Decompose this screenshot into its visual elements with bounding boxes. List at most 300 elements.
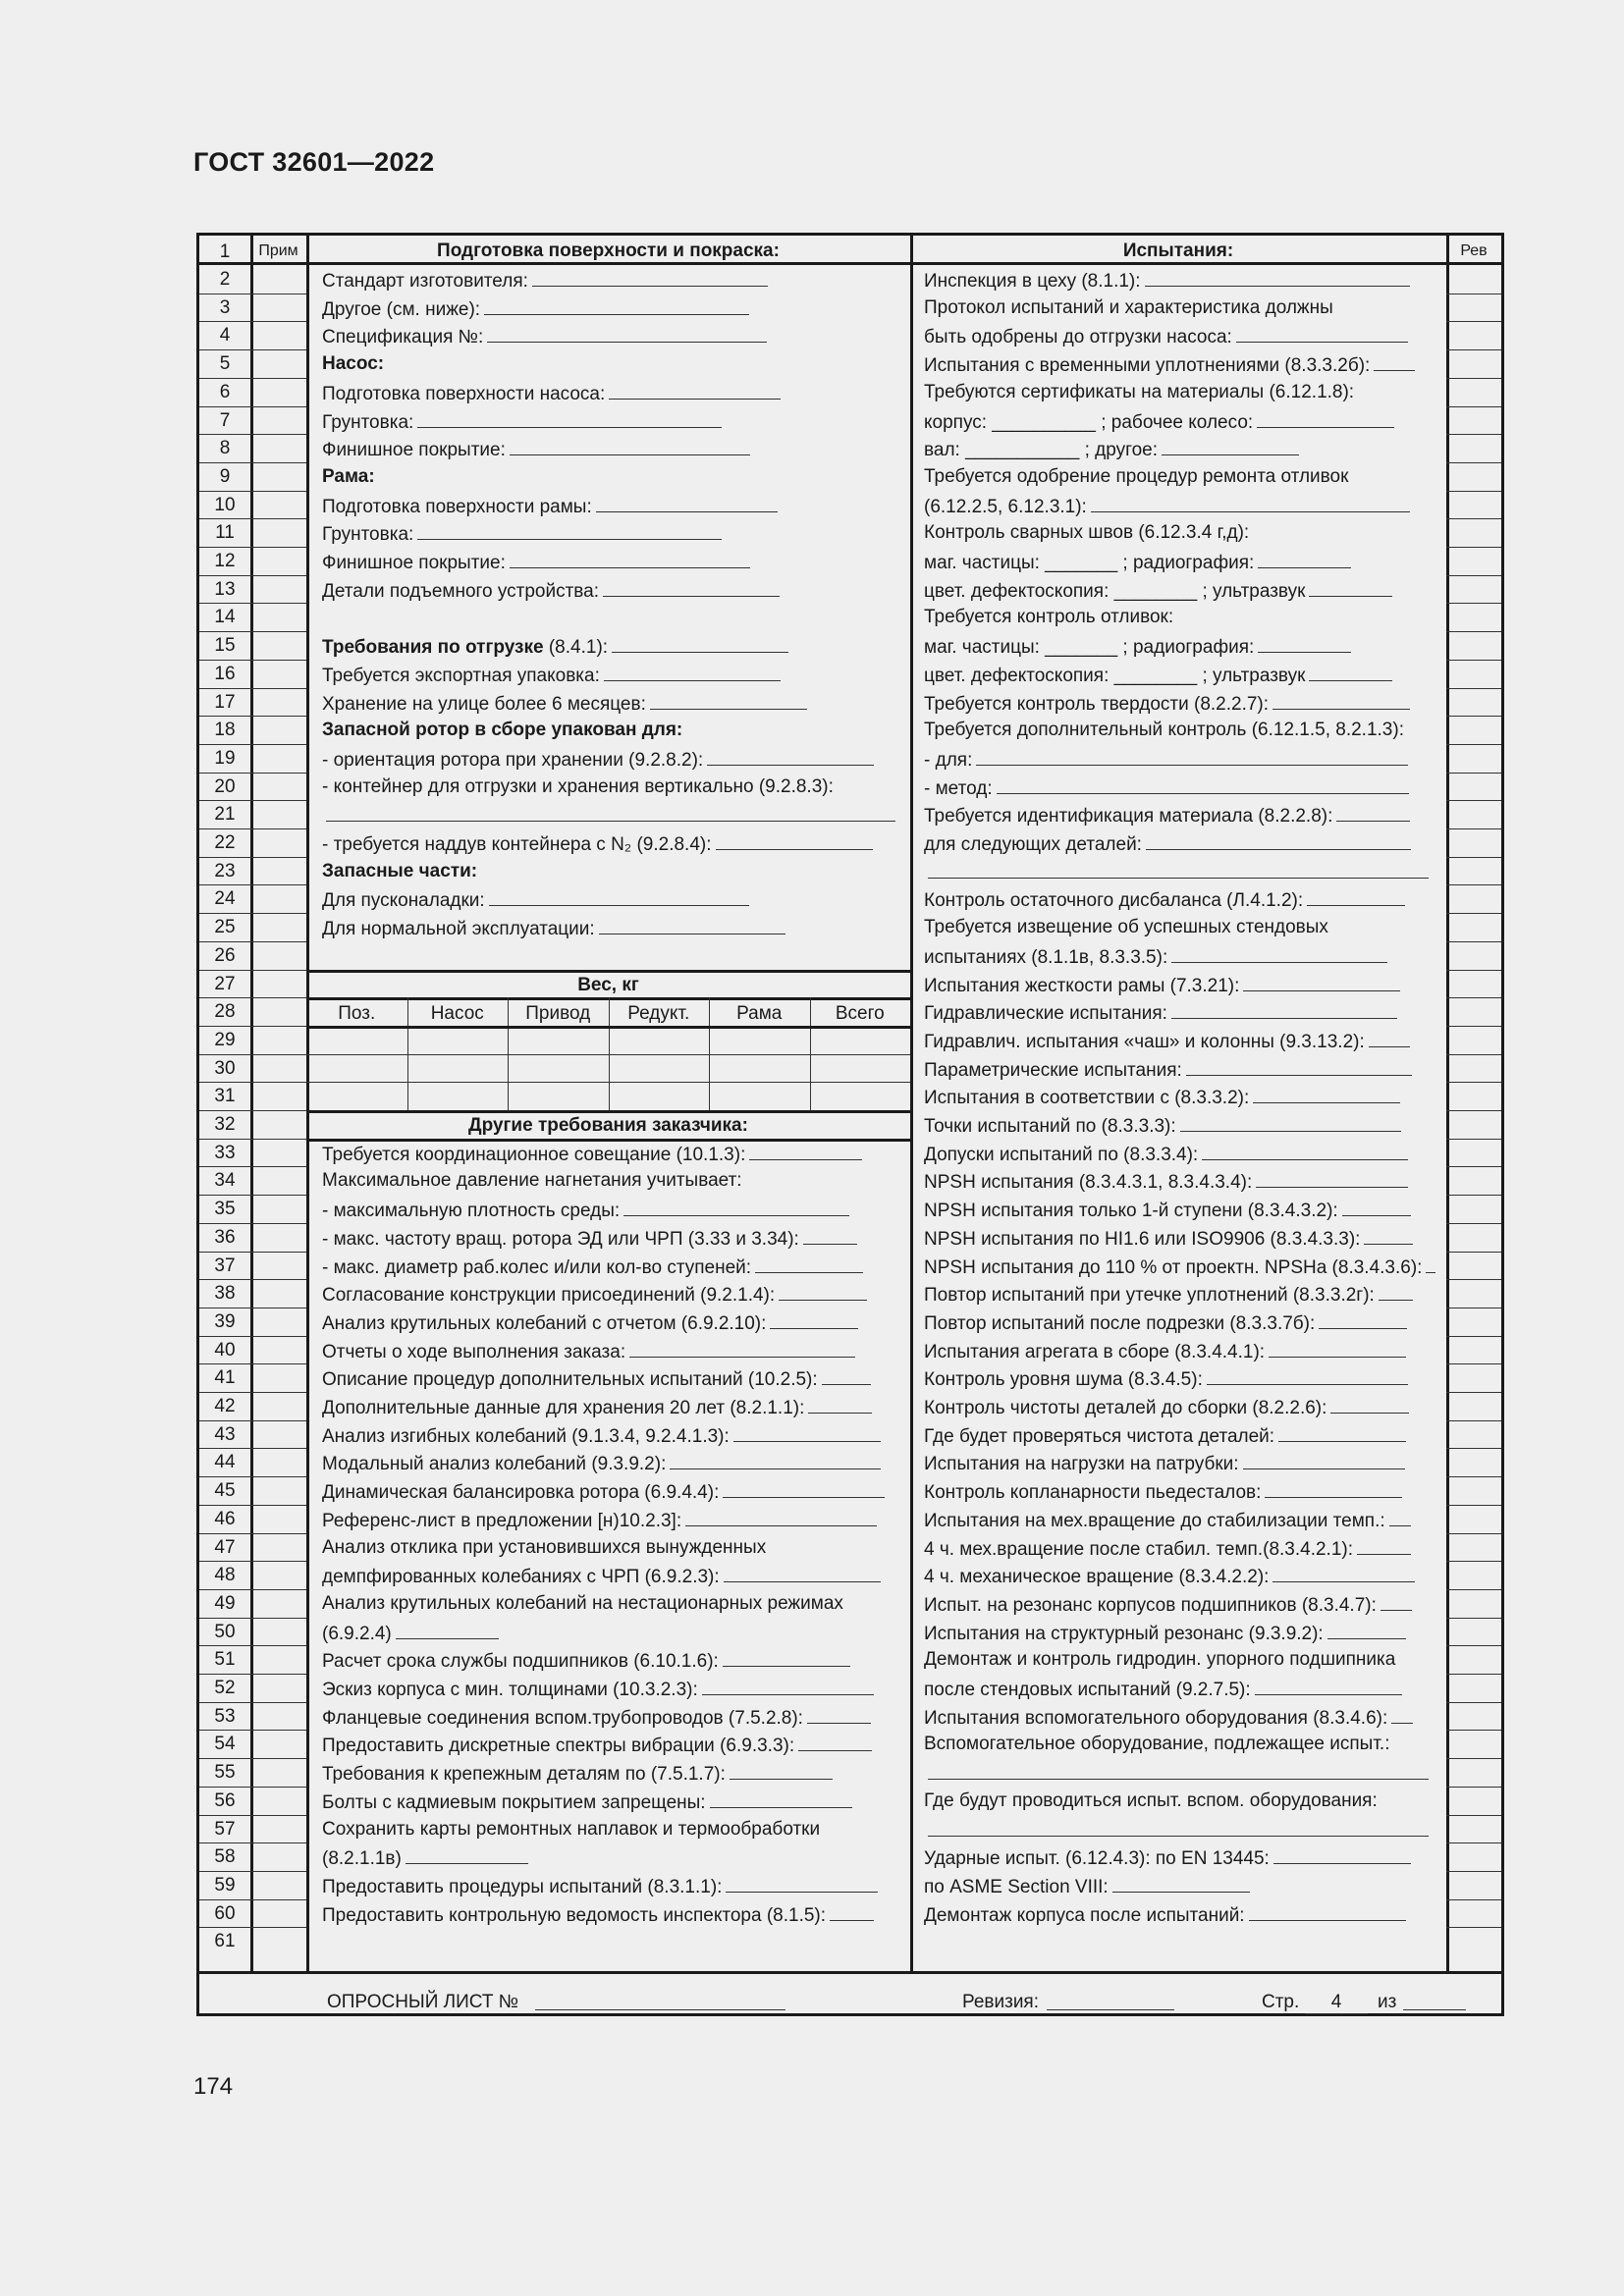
right-field-row[interactable]: Параметрические испытания: <box>924 1059 1412 1080</box>
weight-col-header: Насос <box>430 1003 484 1025</box>
right-field-row[interactable]: после стендовых испытаний (9.2.7.5): <box>924 1679 1402 1699</box>
right-field-row[interactable]: - для: <box>924 749 1408 770</box>
row-number: 61 <box>214 1931 236 1952</box>
right-field-row[interactable]: Гидравлические испытания: <box>924 1002 1397 1023</box>
left-field-row[interactable]: Рама: <box>322 465 375 487</box>
other-top <box>306 1110 910 1113</box>
left-field-row[interactable]: Требования к крепежным деталям по (7.5.1.7): <box>322 1763 833 1784</box>
left-field-row[interactable]: Финишное покрытие: <box>322 552 750 572</box>
blank-line[interactable] <box>1319 1312 1407 1329</box>
row-number: 41 <box>214 1367 236 1389</box>
blank-line[interactable] <box>1336 805 1410 822</box>
right-field-row[interactable]: Протокол испытаний и характеристика должны <box>924 296 1333 318</box>
left-field-row[interactable]: Анализ крутильных колебаний с отчетом (6.9.2.10): <box>322 1312 858 1333</box>
blank-line[interactable] <box>755 1256 863 1273</box>
blank-line[interactable] <box>1309 665 1392 681</box>
right-field-row[interactable]: Контроль сварных швов (6.12.3.4 г,д): <box>924 522 1250 544</box>
blank-line[interactable] <box>749 1144 862 1160</box>
row-line <box>199 800 306 801</box>
blank-line[interactable] <box>1145 270 1410 287</box>
blank-line[interactable] <box>596 496 778 512</box>
rev-row-line <box>1446 716 1501 717</box>
row-number: 42 <box>214 1396 236 1416</box>
blank-line[interactable] <box>1307 889 1405 906</box>
blank-line[interactable] <box>976 749 1408 766</box>
blank-line[interactable] <box>1374 354 1415 371</box>
blank-line[interactable] <box>1426 1256 1435 1273</box>
total-pages-field[interactable] <box>1403 2009 1466 2010</box>
left-field-row[interactable]: Динамическая балансировка ротора (6.9.4.4): <box>322 1481 885 1502</box>
right-field-row[interactable]: Вспомогательное оборудование, подлежащее испыт.: <box>924 1734 1390 1755</box>
row-line <box>199 1561 306 1562</box>
right-field-row[interactable]: маг. частицы: _______ ; радиография: <box>924 552 1351 572</box>
right-field-row[interactable]: NPSH испытания (8.3.4.3.1, 8.3.4.3.4): <box>924 1171 1408 1192</box>
rev-row-line <box>1446 1054 1501 1055</box>
row-line <box>199 1336 306 1337</box>
right-field-row[interactable] <box>924 1763 1429 1784</box>
blank-line[interactable] <box>1389 1510 1411 1526</box>
right-field-row[interactable]: Требуются сертификаты на материалы (6.12.1.8): <box>924 381 1355 402</box>
left-field-row[interactable]: Грунтовка: <box>322 411 722 432</box>
blank-line[interactable] <box>1236 326 1408 343</box>
blank-line[interactable] <box>1146 833 1411 850</box>
weight-title: Вес, кг <box>577 974 639 995</box>
right-field-row[interactable]: корпус: __________ ; рабочее колесо: <box>924 411 1394 432</box>
document-code: ГОСТ 32601—2022 <box>193 147 435 177</box>
page-number: 174 <box>193 2073 234 2100</box>
rev-row-line <box>1446 575 1501 576</box>
rev-row-line <box>1446 828 1501 829</box>
right-field-row[interactable]: Контроль остаточного дисбаланса (Л.4.1.2): <box>924 889 1405 910</box>
blank-line[interactable] <box>770 1312 858 1329</box>
right-field-row[interactable]: Гидравлич. испытания «чаш» и колонны (9.3.13.2): <box>924 1031 1410 1051</box>
row-number: 49 <box>214 1592 236 1614</box>
blank-line[interactable] <box>1342 1200 1411 1216</box>
left-field-row[interactable]: Предоставить контрольную ведомость инспектора (8.1.5): <box>322 1904 874 1925</box>
left-field-row[interactable]: Подготовка поверхности насоса: <box>322 383 781 403</box>
right-field-row[interactable]: по ASME Section VIII: <box>924 1876 1250 1896</box>
right-field-row[interactable]: Испытания с временными уплотнениями (8.3.3.2б): <box>924 354 1415 375</box>
blank-line[interactable] <box>1171 1002 1397 1019</box>
right-field-row[interactable]: Точки испытаний по (8.3.3.3): <box>924 1115 1401 1136</box>
blank-line[interactable] <box>1243 1453 1405 1469</box>
blank-line[interactable] <box>484 298 749 315</box>
right-field-row[interactable]: Контроль уровня шума (8.3.4.5): <box>924 1368 1408 1389</box>
blank-line[interactable] <box>808 1397 872 1414</box>
row-line <box>199 491 306 492</box>
rev-row-line <box>1446 800 1501 801</box>
blank-line[interactable] <box>1380 1594 1412 1611</box>
row-number: 24 <box>214 888 236 910</box>
row-line <box>199 857 306 858</box>
blank-line[interactable] <box>1202 1144 1408 1160</box>
blank-line[interactable] <box>803 1228 857 1245</box>
left-field-row[interactable]: Расчет срока службы подшипников (6.10.1.6): <box>322 1650 850 1671</box>
header-divider <box>199 262 1501 265</box>
left-field-row[interactable]: Спецификация №: <box>322 326 767 347</box>
right-field-row[interactable]: цвет. дефектоскопия: ________ ; ультразвук <box>924 580 1392 601</box>
right-field-row[interactable]: Испытания агрегата в сборе (8.3.4.4.1): <box>924 1341 1406 1362</box>
blank-line[interactable] <box>928 862 1429 879</box>
right-field-row[interactable]: Требуется дополнительный контроль (6.12.1.5, 8.2.1.3): <box>924 720 1404 741</box>
row-line <box>199 1420 306 1421</box>
rev-row-line <box>1446 1420 1501 1421</box>
blank-line[interactable] <box>609 383 781 400</box>
left-field-row[interactable]: Требуется экспортная упаковка: <box>322 665 781 685</box>
left-field-row[interactable]: Стандарт изготовителя: <box>322 270 768 291</box>
blank-line[interactable] <box>830 1904 874 1921</box>
row-line <box>199 716 306 717</box>
right-field-row[interactable]: Где будут проводиться испыт. вспом. оборудования: <box>924 1789 1378 1811</box>
right-field-row[interactable]: NPSH испытания по HI1.6 или ISO9906 (8.3.4.3.3): <box>924 1228 1413 1249</box>
left-field-row[interactable]: демпфированных колебаниях с ЧРП (6.9.2.3): <box>322 1566 881 1586</box>
blank-line[interactable] <box>730 1763 833 1780</box>
left-field-row[interactable]: Хранение на улице более 6 месяцев: <box>322 693 807 714</box>
rev-row-line <box>1446 1448 1501 1449</box>
right-field-row[interactable]: Испытания на нагрузки на патрубки: <box>924 1453 1405 1473</box>
right-field-row[interactable]: 4 ч. механическое вращение (8.3.4.2.2): <box>924 1566 1415 1586</box>
row-line <box>199 1702 306 1703</box>
left-field-row[interactable]: - макс. диаметр раб.колес и/или кол-во ступеней: <box>322 1256 863 1277</box>
right-field-row[interactable]: Ударные испыт. (6.12.4.3): по EN 13445: <box>924 1847 1411 1868</box>
blank-line[interactable] <box>997 777 1409 794</box>
left-field-row[interactable]: - ориентация ротора при хранении (9.2.8.2): <box>322 749 874 770</box>
right-field-row[interactable]: Требуется контроль твердости (8.2.2.7): <box>924 693 1410 714</box>
right-field-row[interactable]: NPSH испытания только 1-й ступени (8.3.4.3.2): <box>924 1200 1411 1220</box>
revision-label: Ревизия: <box>962 1992 1040 2012</box>
row-line <box>199 1730 306 1731</box>
blank-line[interactable] <box>1357 1538 1411 1555</box>
left-field-row[interactable]: Предоставить дискретные спектры вибрации (6.9.3.3): <box>322 1735 872 1755</box>
row-number: 54 <box>214 1734 236 1755</box>
blank-line[interactable] <box>532 270 768 287</box>
revision-field[interactable] <box>1047 2009 1174 2010</box>
blank-line[interactable] <box>604 665 781 681</box>
blank-line[interactable] <box>733 1425 881 1442</box>
blank-line[interactable] <box>1256 1171 1408 1188</box>
right-field-row[interactable]: - метод: <box>924 777 1409 798</box>
rev-row-line <box>1446 688 1501 689</box>
row-line <box>199 406 306 407</box>
blank-line[interactable] <box>1249 1904 1406 1921</box>
right-field-row[interactable]: Испытания на мех.вращение до стабилизации темп.: <box>924 1510 1411 1530</box>
row-number: 4 <box>219 325 231 347</box>
row-line <box>199 1758 306 1759</box>
left-field-row[interactable]: Максимальное давление нагнетания учитывает: <box>322 1170 742 1192</box>
sheet-number-label: ОПРОСНЫЙ ЛИСТ № <box>327 1992 519 2012</box>
blank-line[interactable] <box>1327 1623 1406 1639</box>
right-field-row[interactable]: 4 ч. мех.вращение после стабил. темп.(8.3.4.2.1): <box>924 1538 1411 1559</box>
blank-line[interactable] <box>710 1791 852 1808</box>
right-field-row[interactable]: Испытания вспомогательного оборудования (8.3.4.6): <box>924 1707 1413 1728</box>
rev-row-line <box>1446 1223 1501 1224</box>
blank-line[interactable] <box>807 1707 871 1724</box>
right-field-row[interactable]: Требуется идентификация материала (8.2.2.8): <box>924 805 1410 826</box>
blank-line[interactable] <box>928 1763 1429 1780</box>
blank-line[interactable] <box>822 1368 871 1385</box>
row-number: 5 <box>219 353 231 375</box>
row-line <box>199 434 306 435</box>
left-field-row[interactable]: Запасной ротор в сборе упакован для: <box>322 720 683 741</box>
blank-line[interactable] <box>724 1566 881 1582</box>
rev-row-line <box>1446 1139 1501 1140</box>
row-number: 35 <box>214 1199 236 1220</box>
blank-line[interactable] <box>1309 580 1392 597</box>
left-field-row[interactable] <box>322 805 895 826</box>
blank-line[interactable] <box>623 1200 849 1216</box>
row-line <box>199 575 306 576</box>
blank-line[interactable] <box>1255 1679 1402 1695</box>
left-field-row[interactable]: Для нормальной эксплуатации: <box>322 918 785 938</box>
row-number: 10 <box>214 494 236 515</box>
blank-line[interactable] <box>1253 1087 1400 1103</box>
left-field-row[interactable]: Грунтовка: <box>322 523 722 544</box>
blank-line[interactable] <box>707 749 874 766</box>
left-field-row[interactable]: Описание процедур дополнительных испытаний (10.2.5): <box>322 1368 871 1389</box>
right-field-row[interactable]: Контроль копланарности пьедесталов: <box>924 1481 1402 1502</box>
rev-row-line <box>1446 1787 1501 1788</box>
blank-line[interactable] <box>928 1820 1429 1837</box>
right-field-row[interactable]: Повтор испытаний при утечке уплотнений (8.3.3.2г): <box>924 1284 1413 1305</box>
rev-row-line <box>1446 1026 1501 1027</box>
blank-line[interactable] <box>1180 1115 1401 1132</box>
right-field-row[interactable] <box>924 1820 1429 1841</box>
row-line <box>199 1279 306 1280</box>
blank-line[interactable] <box>417 523 722 540</box>
left-field-row[interactable]: Отчеты о ходе выполнения заказа: <box>322 1341 855 1362</box>
left-field-row[interactable]: Дополнительные данные для хранения 20 лет (8.2.1.1): <box>322 1397 872 1417</box>
blank-line[interactable] <box>1269 1341 1406 1358</box>
right-field-row[interactable]: Демонтаж и контроль гидродин. упорного подшипника <box>924 1649 1396 1671</box>
row-line <box>199 631 306 632</box>
blank-line[interactable] <box>650 693 807 710</box>
left-field-row[interactable]: Анализ крутильных колебаний на нестационарных режимах <box>322 1592 843 1614</box>
rev-row-line <box>1446 1561 1501 1562</box>
right-field-row[interactable]: Допуски испытаний по (8.3.3.4): <box>924 1144 1408 1164</box>
left-field-row[interactable]: Болты с кадмиевым покрытием запрещены: <box>322 1791 852 1812</box>
right-field-row[interactable]: (6.12.2.5, 6.12.3.1): <box>924 496 1410 516</box>
blank-line[interactable] <box>1171 946 1387 963</box>
rev-row-line <box>1446 1815 1501 1816</box>
num-col-line <box>250 236 253 1971</box>
blank-line[interactable] <box>417 411 722 428</box>
rev-row-line <box>1446 631 1501 632</box>
row-number: 16 <box>214 663 236 684</box>
right-field-row[interactable]: быть одобрены до отгрузки насоса: <box>924 326 1408 347</box>
blank-line[interactable] <box>487 326 767 343</box>
blank-line[interactable] <box>489 889 749 906</box>
blank-line[interactable] <box>779 1284 867 1301</box>
blank-line[interactable] <box>1272 1566 1415 1582</box>
left-field-row[interactable]: Анализ отклика при установившихся вынужденных <box>322 1536 767 1558</box>
page-value[interactable]: 4 <box>1305 1993 1368 2014</box>
right-field-row[interactable]: маг. частицы: _______ ; радиография: <box>924 636 1351 657</box>
row-line <box>199 1787 306 1788</box>
row-number: 39 <box>214 1310 236 1332</box>
blank-line[interactable] <box>1272 693 1410 710</box>
left-field-row[interactable]: Фланцевые соединения вспом.трубопроводов (7.5.2.8): <box>322 1707 871 1728</box>
rev-row-line <box>1446 1252 1501 1253</box>
row-number: 14 <box>214 607 236 628</box>
weight-col-header: Рама <box>736 1003 783 1025</box>
row-line <box>199 1026 306 1027</box>
blank-line[interactable] <box>510 439 750 455</box>
blank-line[interactable] <box>1391 1707 1413 1724</box>
questionnaire-form <box>196 233 1504 2016</box>
blank-line[interactable] <box>396 1623 499 1639</box>
left-field-row[interactable]: Требования по отгрузке (8.4.1): <box>322 636 788 657</box>
blank-line[interactable] <box>798 1735 872 1751</box>
row-line <box>199 688 306 689</box>
left-field-row[interactable]: Сохранить карты ремонтных наплавок и термообработки <box>322 1818 821 1840</box>
rev-row-line <box>1446 1589 1501 1590</box>
blank-line[interactable] <box>406 1847 528 1864</box>
row-number-header: 1 <box>219 241 231 262</box>
blank-line[interactable] <box>1207 1368 1408 1385</box>
blank-line[interactable] <box>716 833 873 850</box>
left-field-row[interactable]: - максимальную плотность среды: <box>322 1200 849 1220</box>
right-field-row[interactable]: Испытания жесткости рамы (7.3.21): <box>924 975 1400 995</box>
blank-line[interactable] <box>1258 552 1351 568</box>
right-field-row[interactable]: Испытания на структурный резонанс (9.3.9.2): <box>924 1623 1406 1643</box>
left-field-row[interactable]: (6.9.2.4) <box>322 1623 499 1643</box>
left-field-row[interactable]: Насос: <box>322 353 385 375</box>
right-field-row[interactable]: Где будет проверяться чистота деталей: <box>924 1425 1406 1446</box>
rev-row-line <box>1446 321 1501 322</box>
sheet-number-field[interactable] <box>535 2009 785 2010</box>
right-field-row[interactable]: вал: ___________ ; другое: <box>924 439 1299 459</box>
blank-line[interactable] <box>599 918 785 934</box>
blank-line[interactable] <box>1265 1481 1402 1498</box>
right-section-title: Испытания: <box>1122 240 1234 261</box>
row-number: 31 <box>214 1086 236 1107</box>
left-field-row[interactable]: Финишное покрытие: <box>322 439 750 459</box>
blank-line[interactable] <box>1186 1059 1412 1076</box>
rev-row-line <box>1446 1195 1501 1196</box>
row-line <box>199 1674 306 1675</box>
left-field-row[interactable]: Другое (см. ниже): <box>322 298 749 319</box>
left-field-row[interactable]: - макс. частоту вращ. ротора ЭД или ЧРП (3.33 и 3.34): <box>322 1228 857 1249</box>
right-field-row[interactable]: Инспекция в цеху (8.1.1): <box>924 270 1410 291</box>
blank-line[interactable] <box>702 1679 874 1695</box>
left-field-row[interactable]: Для пусконаладки: <box>322 889 749 910</box>
blank-line[interactable] <box>612 636 788 653</box>
row-number: 6 <box>219 381 231 402</box>
row-number: 11 <box>215 522 235 544</box>
left-field-row[interactable]: Согласование конструкции присоединений (9.2.1.4): <box>322 1284 867 1305</box>
blank-line[interactable] <box>510 552 750 568</box>
right-field-row[interactable]: Требуется извещение об успешных стендовых <box>924 917 1328 938</box>
blank-line[interactable] <box>1243 975 1400 991</box>
row-number: 9 <box>219 465 231 487</box>
row-line <box>199 1252 306 1253</box>
weight-row-line <box>306 1054 910 1055</box>
right-field-row[interactable]: Контроль чистоты деталей до сборки (8.2.2.6): <box>924 1397 1409 1417</box>
right-field-row[interactable]: NPSH испытания до 110 % от проектн. NPSHa (8.3.4.3.6): <box>924 1256 1435 1277</box>
blank-line[interactable] <box>1091 496 1410 512</box>
right-field-row[interactable]: Повтор испытаний после подрезки (8.3.3.7б): <box>924 1312 1407 1333</box>
row-line <box>199 660 306 661</box>
row-number: 55 <box>214 1762 236 1784</box>
right-field-row[interactable]: Требуется одобрение процедур ремонта отливок <box>924 465 1349 487</box>
rev-row-line <box>1446 603 1501 604</box>
blank-line[interactable] <box>723 1481 885 1498</box>
blank-line[interactable] <box>726 1876 878 1893</box>
right-field-row[interactable] <box>924 862 1429 882</box>
left-field-row[interactable]: (8.2.1.1в) <box>322 1847 528 1868</box>
blank-line[interactable] <box>670 1453 881 1469</box>
left-field-row[interactable]: Предоставить процедуры испытаний (8.3.1.1): <box>322 1876 878 1896</box>
row-line <box>199 462 306 463</box>
left-field-row[interactable]: Модальный анализ колебаний (9.3.9.2): <box>322 1453 881 1473</box>
blank-line[interactable] <box>1278 1425 1406 1442</box>
blank-line[interactable] <box>1330 1397 1409 1414</box>
row-line <box>199 828 306 829</box>
left-field-row[interactable]: Эскиз корпуса с мин. толщинами (10.3.2.3): <box>322 1679 874 1699</box>
other-title: Другие требования заказчика: <box>468 1115 748 1136</box>
left-field-row[interactable]: Требуется координационное совещание (10.1.3): <box>322 1144 862 1164</box>
blank-line[interactable] <box>1258 636 1351 653</box>
row-number: 27 <box>214 973 236 994</box>
blank-line[interactable] <box>723 1650 850 1667</box>
left-field-row[interactable]: - требуется наддув контейнера с N₂ (9.2.8.4): <box>322 833 873 854</box>
blank-line[interactable] <box>1364 1228 1413 1245</box>
row-number: 29 <box>214 1029 236 1050</box>
left-field-row[interactable]: Референс-лист в предложении [н)10.2.3]: <box>322 1510 877 1530</box>
row-number: 53 <box>214 1705 236 1727</box>
right-field-row[interactable]: цвет. дефектоскопия: ________ ; ультразвук <box>924 665 1392 685</box>
right-field-row[interactable]: Демонтаж корпуса после испытаний: <box>924 1904 1406 1925</box>
right-field-row[interactable]: Испыт. на резонанс корпусов подшипников (8.3.4.7): <box>924 1594 1412 1615</box>
rev-row-line <box>1446 1363 1501 1364</box>
left-field-row[interactable]: Запасные части: <box>322 860 478 881</box>
right-field-row[interactable]: для следующих деталей: <box>924 833 1411 854</box>
rev-row-line <box>1446 1279 1501 1280</box>
blank-line[interactable] <box>1257 411 1394 428</box>
blank-line[interactable] <box>629 1341 855 1358</box>
row-line <box>199 997 306 998</box>
blank-line[interactable] <box>1162 439 1299 455</box>
row-line <box>199 1927 306 1928</box>
right-field-row[interactable]: Испытания в соответствии с (8.3.3.2): <box>924 1087 1400 1107</box>
blank-line[interactable] <box>685 1510 877 1526</box>
row-line <box>199 1618 306 1619</box>
row-number: 40 <box>214 1339 236 1361</box>
blank-line[interactable] <box>1112 1876 1250 1893</box>
row-number: 48 <box>214 1565 236 1586</box>
left-field-row[interactable]: Анализ изгибных колебаний (9.1.3.4, 9.2.4.1.3): <box>322 1425 881 1446</box>
rev-row-line <box>1446 1730 1501 1731</box>
prim-left-line <box>306 236 309 1971</box>
row-line <box>199 1505 306 1506</box>
right-field-row[interactable]: испытаниях (8.1.1в, 8.3.3.5): <box>924 946 1387 967</box>
left-field-row[interactable]: - контейнер для отгрузки и хранения вертикально (9.2.8.3): <box>322 775 834 797</box>
left-field-row[interactable]: Детали подъемного устройства: <box>322 580 780 601</box>
blank-line[interactable] <box>1273 1847 1411 1864</box>
blank-line[interactable] <box>1369 1031 1410 1047</box>
blank-line[interactable] <box>603 580 780 597</box>
blank-line[interactable] <box>326 805 895 822</box>
row-number: 57 <box>214 1818 236 1840</box>
row-number: 47 <box>214 1536 236 1558</box>
blank-line[interactable] <box>1379 1284 1413 1301</box>
row-number: 32 <box>214 1114 236 1135</box>
right-field-row[interactable]: Требуется контроль отливок: <box>924 607 1174 628</box>
left-field-row[interactable]: Подготовка поверхности рамы: <box>322 496 778 516</box>
row-number: 59 <box>214 1874 236 1896</box>
row-number: 58 <box>214 1846 236 1868</box>
rev-row-line <box>1446 1166 1501 1167</box>
